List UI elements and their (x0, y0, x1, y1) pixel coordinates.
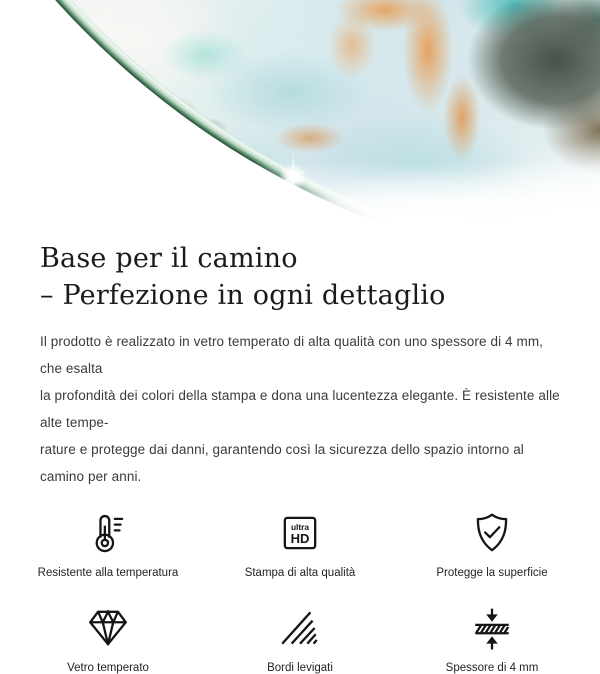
feature-tempered-glass (12, 605, 204, 674)
feature-label: Resistente alla temperatura (37, 567, 179, 579)
product-description (40, 328, 560, 490)
feature-label: Protegge la superficie (436, 567, 548, 579)
feature-print-quality (204, 510, 396, 579)
ultra-hd-badge-bottom: HD (290, 530, 310, 546)
description-line: Il prodotto è realizzato in vetro temperato di alta qualità con uno spessore di 4 mm, che esalta (40, 334, 544, 376)
diamond-icon (85, 605, 131, 651)
shield-check-icon (469, 510, 515, 556)
feature-label: Bordi levigati (267, 662, 333, 674)
ultra-hd-badge-top: ultra (290, 521, 310, 532)
page-title (40, 240, 560, 314)
thermometer-icon (85, 510, 131, 556)
feature-label: Spessore di 4 mm (445, 662, 539, 674)
description-line: rature e protegge dai danni, garantendo così la sicurezza dello spazio intorno al camino per anni. (40, 442, 524, 484)
ultra-hd-icon (277, 510, 323, 556)
sparkle-core (279, 163, 307, 191)
title-line-1: Base per il camino (40, 243, 298, 274)
feature-grid (0, 510, 600, 674)
polished-edges-icon (277, 605, 323, 651)
title-line-2: – Perfezione in ogni dettaglio (40, 280, 446, 311)
feature-thickness (396, 605, 588, 674)
feature-temperature (12, 510, 204, 579)
feature-surface-protection (396, 510, 588, 579)
product-photo (0, 0, 600, 230)
feature-polished-edges (204, 605, 396, 674)
feature-label: Vetro temperato (67, 662, 149, 674)
description-line: la profondità dei colori della stampa e dona una lucentezza elegante. È resistente alle alte tempe- (40, 388, 560, 430)
feature-label: Stampa di alta qualità (244, 567, 356, 579)
compressed-thickness-icon (469, 605, 515, 651)
